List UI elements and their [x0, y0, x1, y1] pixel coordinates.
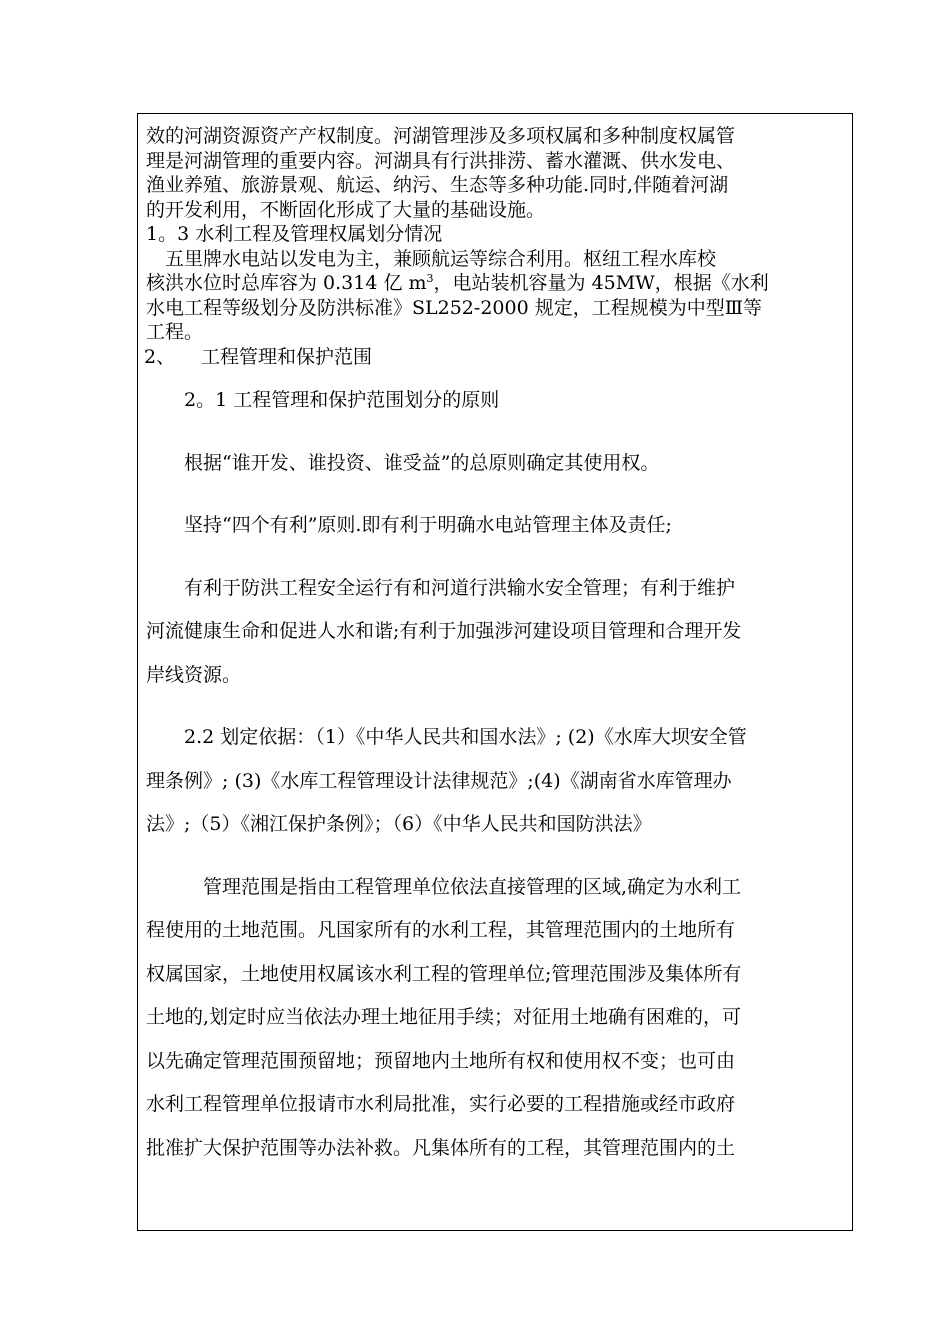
heading-2: [144, 345, 844, 370]
text-run: 核洪水位时总库容为 0.314 亿 m: [146, 272, 427, 294]
paragraph-line: 的开发利用，不断固化形成了大量的基础设施。: [146, 198, 546, 221]
spacer: [146, 548, 844, 567]
paragraph-line: 效的河湖资源资产产权制度。河湖管理涉及多项权属和多种制度权属管: [146, 125, 736, 147]
text-run: ，电站装机容量为 45MW，根据《水利: [433, 272, 769, 294]
paragraph-line: 坚持“四个有利”原则.即有利于明确水电站管理主体及责任;: [184, 514, 672, 536]
paragraph-line: [146, 271, 844, 296]
paragraph-line: 工程。: [146, 321, 204, 343]
paragraph-line: 有利于防洪工程安全运行有和河道行洪输水安全管理；有利于维护: [184, 576, 736, 599]
dense-section: [146, 124, 844, 369]
paragraph-line: 水电工程等级划分及防洪标准》SL252-2000 规定，工程规模为中型Ⅲ等: [146, 296, 763, 319]
paragraph-line: 理条例》; (3)《水库工程管理设计法律规范》;(4)《湖南省水库管理办: [146, 769, 732, 792]
heading-1-3: 1。3 水利工程及管理权属划分情况: [146, 223, 443, 245]
document-body: [146, 124, 844, 1170]
superscript: 3: [426, 272, 434, 285]
paragraph-line: 权属国家，土地使用权属该水利工程的管理单位;管理范围涉及集体所有: [146, 962, 742, 985]
document-frame: [137, 113, 853, 1231]
spacer: [146, 697, 844, 716]
loose-section: [146, 379, 844, 1170]
paragraph-line: 岸线资源。: [146, 663, 242, 686]
paragraph-line: 渔业养殖、旅游景观、航运、纳污、生态等多种功能.同时,伴随着河湖: [146, 174, 729, 196]
paragraph-line: 2.2 划定依据：（1）《中华人民共和国水法》; (2)《水库大坝安全管: [184, 726, 747, 748]
paragraph-line: 五里牌水电站以发电为主，兼顾航运等综合利用。枢纽工程水库校: [165, 247, 717, 270]
paragraph-line: 管理范围是指由工程管理单位依法直接管理的区域,确定为水利工: [203, 875, 742, 898]
paragraph-line: 土地的,划定时应当依法办理土地征用手续；对征用土地确有困难的，可: [146, 1006, 742, 1028]
paragraph-line: 理是河湖管理的重要内容。河湖具有行洪排涝、蓄水灌溉、供水发电、: [146, 149, 736, 172]
paragraph-line: 以先确定管理范围预留地；预留地内土地所有权和使用权不变；也可由: [146, 1049, 736, 1072]
paragraph-line: 河流健康生命和促进人水和谐;有利于加强涉河建设项目管理和合理开发: [146, 620, 742, 642]
paragraph-line: 根据“谁开发、谁投资、谁受益”的总原则确定其使用权。: [184, 451, 660, 474]
heading-2-text: 工程管理和保护范围: [201, 345, 373, 368]
spacer: [146, 847, 844, 866]
spacer: [146, 485, 844, 504]
heading-2-number: 2、: [144, 345, 176, 368]
paragraph-line: 法》;（5）《湘江保护条例》；（6）《中华人民共和国防洪法》: [146, 813, 652, 835]
paragraph-line: 水利工程管理单位报请市水利局批准，实行必要的工程措施或经市政府: [146, 1093, 736, 1115]
spacer: [146, 423, 844, 442]
heading-2-1: 2。1 工程管理和保护范围划分的原则: [184, 389, 500, 411]
paragraph-line: 程使用的土地范围。凡国家所有的水利工程，其管理范围内的土地所有: [146, 919, 736, 941]
paragraph-line: 批准扩大保护范围等办法补救。凡集体所有的工程，其管理范围内的土: [146, 1136, 736, 1159]
